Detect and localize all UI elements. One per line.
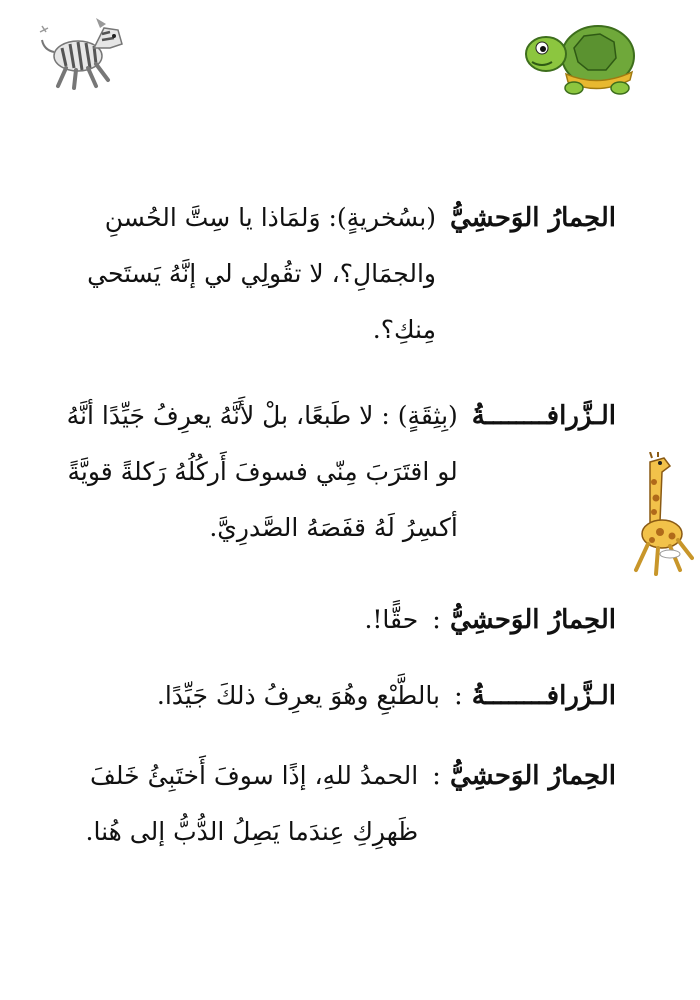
stage-direction: (بِثِقَةٍ) : <box>381 401 458 430</box>
speaker-name: الحِمارُ الوَحشِيُّ : <box>432 605 616 635</box>
dialogue-line: حقًّا!. <box>364 605 419 634</box>
dialogue-line: والجمَالِ؟، لا تقُولِي لي إنَّهُ يَستَحي <box>87 259 436 288</box>
dialogue-line: (بسُخريةٍ): وَلمَاذا يا سِتَّ الحُسنِ <box>104 203 436 232</box>
dialogue-line: لو اقتَرَبَ مِنّي فسوفَ أَركُلُهُ رَكلةً قويَّةً <box>67 457 458 486</box>
dialogue-line: أكسِرُ لَهُ قفَصَهُ الصَّدرِيَّ. <box>209 513 458 542</box>
dialogue-entry <box>76 190 616 358</box>
dialogue-entry <box>76 668 616 724</box>
speaker-separator: : <box>453 681 463 711</box>
stage-direction: (بسُخريةٍ): <box>328 203 436 232</box>
dialogue-line: بالطَّبْعِ وهُوَ يعرِفُ ذلكَ جَيِّدًا. <box>156 681 440 710</box>
speaker-separator: : <box>432 605 441 635</box>
dialogue-entry <box>66 388 616 556</box>
dialogue-entry <box>76 748 616 860</box>
dialogue-line: الحمدُ للهِ، إذًا سوفَ أَختَبِئُ خَلفَ <box>90 761 419 790</box>
speaker-name: الـزَّرافــــــــةُ : <box>453 681 616 711</box>
speaker-name: الحِمارُ الوَحشِيُّ <box>449 203 616 233</box>
speaker-name: الـزَّرافــــــــةُ <box>471 401 616 431</box>
dialogue-entry <box>76 592 616 648</box>
dialogue-line: ظَهرِكِ عِندَما يَصِلُ الدُّبُّ إلى هُنا. <box>85 817 419 846</box>
dialogue-line: (بِثِقَةٍ) : لا طَبعًا، بلْ لأَنَّهُ يعرِفُ جَيِّدًا أنَّهُ <box>66 401 458 430</box>
speaker-separator: : <box>432 761 441 791</box>
speaker-name: الحِمارُ الوَحشِيُّ : <box>432 761 616 791</box>
dialogue-line: مِنكِ؟. <box>372 315 436 344</box>
